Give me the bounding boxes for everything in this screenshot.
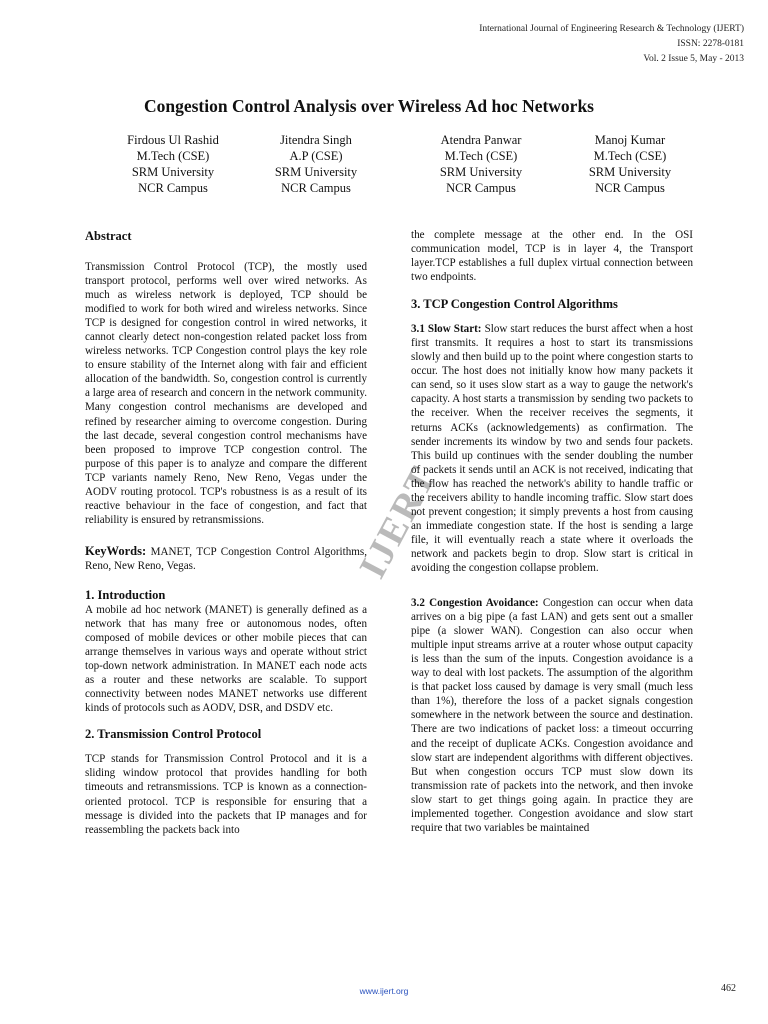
author-4	[555, 132, 705, 196]
ijert-watermark: IJERT	[351, 458, 446, 586]
author-campus: NCR Campus	[138, 181, 208, 195]
tcp-text-continued: the complete message at the other end. In the OSI communication model, TCP is in layer 4, the Transport layer.TCP establishes a full duplex virtual connection between two endpoints.	[411, 229, 693, 284]
page-number: 462	[721, 983, 736, 994]
congestion-avoidance-paragraph	[411, 596, 693, 835]
author-campus: NCR Campus	[281, 181, 351, 195]
right-column	[411, 228, 693, 835]
author-degree: M.Tech (CSE)	[444, 149, 518, 163]
keywords-label: KeyWords:	[85, 543, 147, 558]
author-name: Atendra Panwar	[440, 133, 522, 147]
slow-start-text: Slow start reduces the burst affect when a host first transmits. It requires a host to start its transmissions slowly and then build up to the point where congestion starts to occur. The host does not initially know how many packets it can send, so it uses slow start as a way to gauge the network's capacity. A host starts a transmission by sending two packets to the receiver. When the receiver receives the segments, it returns ACKs (acknowledgements) as confirmation. The sender increments its window by two and sends four packets. This build up continues with the sender doubling the number of packets it sends until an ACK is not received, indicating that the flow has reached the network's ability to handle traffic or the receivers ability to handle incoming traffic. Slow start does not prevent congestion; it simply prevents a host from causing an immediate congestion state. If the host is sending a large file, it will eventually reach a state where it overloads the network and packets begin to drop. Slow start is critical in avoiding the congestion collapse problem.	[411, 323, 693, 574]
author-block	[0, 132, 768, 202]
abstract-heading: Abstract	[85, 229, 132, 243]
left-column	[85, 228, 367, 837]
author-campus: NCR Campus	[446, 181, 516, 195]
author-degree: M.Tech (CSE)	[593, 149, 667, 163]
author-name: Manoj Kumar	[594, 133, 666, 147]
author-name: Firdous Ul Rashid	[127, 133, 219, 147]
slow-start-label: 3.1 Slow Start:	[411, 323, 482, 336]
congestion-avoidance-label: 3.2 Congestion Avoidance:	[411, 597, 539, 610]
footer-url[interactable]: www.ijert.org	[359, 986, 409, 996]
keywords-text: MANET, TCP Congestion Control Algorithms, Reno, New Reno, Vegas.	[85, 545, 367, 572]
author-2	[241, 132, 391, 196]
author-university: SRM University	[274, 165, 358, 179]
congestion-avoidance-text: Congestion can occur when data arrives on a big pipe (a fast LAN) and gets sent out a smaller pipe (a slower WAN). Congestion can also occur when multiple input streams arrive at a router whose output capacity is less than the sum of the inputs. Congestion avoidance is a way to deal with lost packets. The assumption of the algorithm is that packet loss caused by damage is very small (much less than 1%), therefore the loss of a packet signals congestion somewhere in the network between the source and destination. There are two indications of packet loss: a timeout occurring and the receipt of duplicate ACKs. Congestion avoidance and slow start are independent algorithms with different objectives. But when congestion occurs TCP must slow down its transmission rate of packets into the network, and then invoke slow start to get things going again. In practice they are implemented together. Congestion avoidance and slow start require that two variables be maintained	[411, 597, 693, 834]
tcp-heading: 2. Transmission Control Protocol	[85, 727, 262, 742]
introduction-heading: 1. Introduction	[85, 587, 166, 602]
journal-issn: ISSN: 2278-0181	[677, 39, 744, 49]
author-university: SRM University	[588, 165, 672, 179]
journal-name: International Journal of Engineering Research & Technology (IJERT)	[479, 24, 744, 34]
author-3	[406, 132, 556, 196]
introduction-text: A mobile ad hoc network (MANET) is generally defined as a network that has many free or autonomous nodes, often composed of mobile devices or other mobile pieces that can arrange themselves in various ways and operate without strict top-down network administration. In MANET each node acts as a router and these networks are scalable. To support connectivity between nodes MANET networks use different kinds of protocols such as AODV, DSR, and DSDV etc.	[85, 603, 367, 715]
algorithms-heading: 3. TCP Congestion Control Algorithms	[411, 297, 618, 312]
journal-volume: Vol. 2 Issue 5, May - 2013	[643, 54, 744, 64]
tcp-text: TCP stands for Transmission Control Protocol and it is a sliding window protocol that provides handling for both timeouts and retransmissions. TCP is known as a connection-oriented protocol. TCP is responsible for ensuring that a message is divided into the packets that IP manages and for reassembling the packets back into	[85, 753, 367, 836]
author-degree: A.P (CSE)	[289, 149, 343, 163]
author-university: SRM University	[131, 165, 215, 179]
author-1	[98, 132, 248, 196]
author-university: SRM University	[439, 165, 523, 179]
slow-start-paragraph	[411, 322, 693, 575]
author-name: Jitendra Singh	[280, 133, 352, 147]
keywords	[85, 544, 367, 573]
abstract-text: Transmission Control Protocol (TCP), the mostly used transport protocol, performs well over wired networks. As much as wireless network is deployed, TCP should be modified to work for both wired and wireless networks. Since TCP is designed for congestion control in wired networks, it cannot clearly detect non-congestion related packet loss from wireless networks. TCP Congestion control plays the key role to ensure stability of the Internet along with fair and efficient allocation of the bandwidth. So, congestion control is currently a large area of research and concern in the network community. Many congestion control mechanisms are developed and refined by researcher aiming to overcome congestion. During the last decade, several congestion control mechanisms have been proposed to improve TCP congestion control. The purpose of this paper is to analyze and compare the different TCP variants namely Reno, New Reno, Vegas under the AODV routing protocol. TCP's robustness is as a result of its reactive behaviour in the face of congestion, and fact that reliability is ensured by retransmissions.	[85, 261, 367, 526]
journal-header	[479, 22, 744, 67]
author-degree: M.Tech (CSE)	[136, 149, 210, 163]
author-campus: NCR Campus	[595, 181, 665, 195]
paper-title: Congestion Control Analysis over Wireless Ad hoc Networks	[143, 96, 594, 116]
